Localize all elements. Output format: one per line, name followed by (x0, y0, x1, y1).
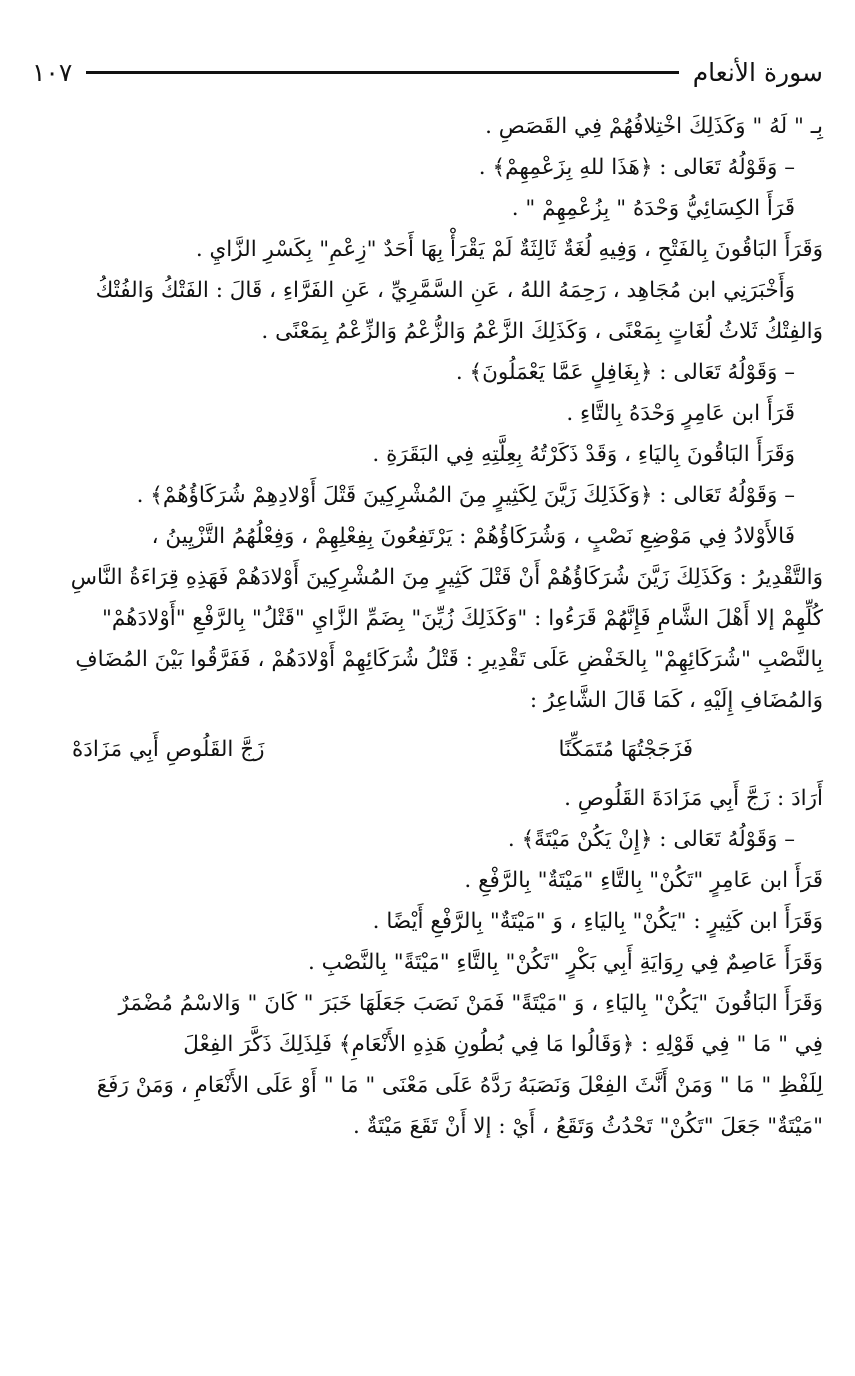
poetry-verse (32, 729, 823, 770)
text-line: كُلِّهِمْ إلا أَهْلَ الشَّامِ فَإِنَّهُمْ قَرَءُوا : "وَكَذَلِكَ زُيِّنَ" بِضَمِّ الزَّايِ "قَتْلُ" بِالرَّفْعِ "أَوْلادَهُمْ" (101, 606, 823, 631)
text-line: لِلَفْظِ " مَا " وَمَنْ أَنَّثَ الفِعْلَ وَنَصَبَهُ رَدَّهُ عَلَى مَعْنَى " مَا " أَوْ عَلَى الأَنْعَامِ ، وَمَنْ رَفَعَ (96, 1073, 823, 1098)
header-rule (86, 71, 678, 74)
text-line: – وَقَوْلُهُ تَعَالى : ﴿إِنْ يَكُنْ مَيْتَةً﴾ . (507, 827, 795, 852)
text-line: وَقَرَأَ ابن كَثِيرٍ : "يَكُنْ" بِاليَاءِ ، وَ "مَيْتَةٌ" بِالرَّفْعِ أَيْضًا . (372, 909, 823, 934)
text-line: وَقَرَأَ البَاقُونَ "يَكُنْ" بِاليَاءِ ، وَ "مَيْتَةً" فَمَنْ نَصَبَ جَعَلَهَا خَبَرَ " كَانَ " وَالاسْمُ مُضْمَرٌ (118, 991, 823, 1016)
page-body (32, 106, 823, 1147)
text-line: – وَقَوْلُهُ تَعَالى : ﴿بِغَافِلٍ عَمَّا يَعْمَلُونَ﴾ . (455, 360, 795, 385)
text-line: "مَيْتَةٌ" جَعَلَ "تَكُنْ" تَحْدُثُ وَتَقَعُ ، أَيْ : إلا أَنْ تَقَعَ مَيْتَةٌ . (353, 1114, 823, 1139)
text-line: أَرَادَ : زَجَّ أَبِي مَزَادَةَ القَلُوصِ . (564, 786, 823, 811)
text-line: وَقَرَأَ البَاقُونَ بِالفَتْحِ ، وَفِيهِ لُغَةٌ ثَالِثَةٌ لَمْ يَقْرَأْ بِهَا أَحَدٌ "زِعْمِ" بِكَسْرِ الزَّايِ . (195, 237, 823, 262)
verse-second-hemistich: زَجَّ القَلُوصِ أَبِي مَزَادَهْ (72, 737, 265, 762)
verse-first-hemistich: فَزَجَجْتُهَا مُتَمَكِّنًا (558, 737, 693, 762)
text-line: فِي " مَا " فِي قَوْلِهِ : ﴿وَقَالُوا مَا فِي بُطُونِ هَذِهِ الأَنْعَامِ﴾ فَلِذَلِكَ ذَكَّرَ الفِعْلَ (183, 1032, 823, 1057)
text-line: وَقَرَأَ عَاصِمٌ فِي رِوَايَةِ أَبِي بَكْرٍ "تَكُنْ" بِالتَّاءِ "مَيْتَةً" بِالنَّصْبِ . (307, 950, 823, 975)
text-line: – وَقَوْلُهُ تَعَالى : ﴿هَذَا للهِ بِزَعْمِهِمْ﴾ . (478, 155, 795, 180)
page-number: ١٠٧ (32, 57, 73, 87)
text-line: وَأَخْبَرَنِي ابن مُجَاهِد ، رَحِمَهُ اللهُ ، عَنِ السَّمَّرِيِّ ، عَنِ الفَرَّاءِ ، قَالَ : الفَتْكُ وَالفُتْكُ (95, 278, 795, 303)
page-header (32, 52, 823, 92)
text-line: وَالتَّقْدِيرُ : وَكَذَلِكَ زَيَّنَ شُرَكَاؤُهُمْ أَنْ قَتْلَ كَثِيرٍ مِنَ المُشْرِكِينَ أَوْلادَهُمْ فَهَذِهِ قِرَاءَةُ النَّاسِ (70, 565, 823, 590)
text-line: وَالمُضَافِ إِلَيْهِ ، كَمَا قَالَ الشَّاعِرُ : (529, 688, 823, 713)
text-line: بِالنَّصْبِ "شُرَكَائِهِمْ" بِالخَفْضِ عَلَى تَقْدِيرِ : قَتْلُ شُرَكَائِهِمْ أَوْلادَهُمْ ، فَفَرَّقُوا بَيْنَ المُضَافِ (75, 647, 823, 672)
text-line: قَرَأَ ابن عَامِرٍ "تَكُنْ" بِالتَّاءِ "مَيْتَةٌ" بِالرَّفْعِ . (464, 868, 823, 893)
text-line: وَقَرَأَ البَاقُونَ بِاليَاءِ ، وَقَدْ ذَكَرْتُهُ بِعِلَّتِهِ فِي البَقَرَةِ . (372, 442, 795, 467)
text-line: فَالأَوْلادُ فِي مَوْضِعِ نَصْبٍ ، وَشُرَكَاؤُهُمْ : يَرْتَفِعُونَ بِفِعْلِهِمْ ، وَفِعْلُهُمُ التَّزْيِينُ ، (151, 524, 795, 549)
surah-title: سورة الأنعام (692, 57, 823, 87)
text-line: قَرَأَ الكِسَائِيُّ وَحْدَهُ " بِزُعْمِهِمْ " . (511, 196, 795, 221)
text-line: قَرَأَ ابن عَامِرٍ وَحْدَهُ بِالتَّاءِ . (566, 401, 795, 426)
text-line: وَالفِتْكُ ثَلاثُ لُغَاتٍ بِمَعْنًى ، وَكَذَلِكَ الزَّعْمُ وَالزُّعْمُ وَالزِّعْمُ بِمَعْنًى . (261, 319, 823, 344)
text-line: – وَقَوْلُهُ تَعَالى : ﴿وَكَذَلِكَ زَيَّنَ لِكَثِيرٍ مِنَ المُشْرِكِينَ قَتْلَ أَوْلادِهِمْ شُرَكَاؤُهُمْ﴾ . (136, 483, 795, 508)
text-line: بِـ " لَهُ " وَكَذَلِكَ اخْتِلافُهُمْ فِي القَصَصِ . (485, 114, 823, 139)
